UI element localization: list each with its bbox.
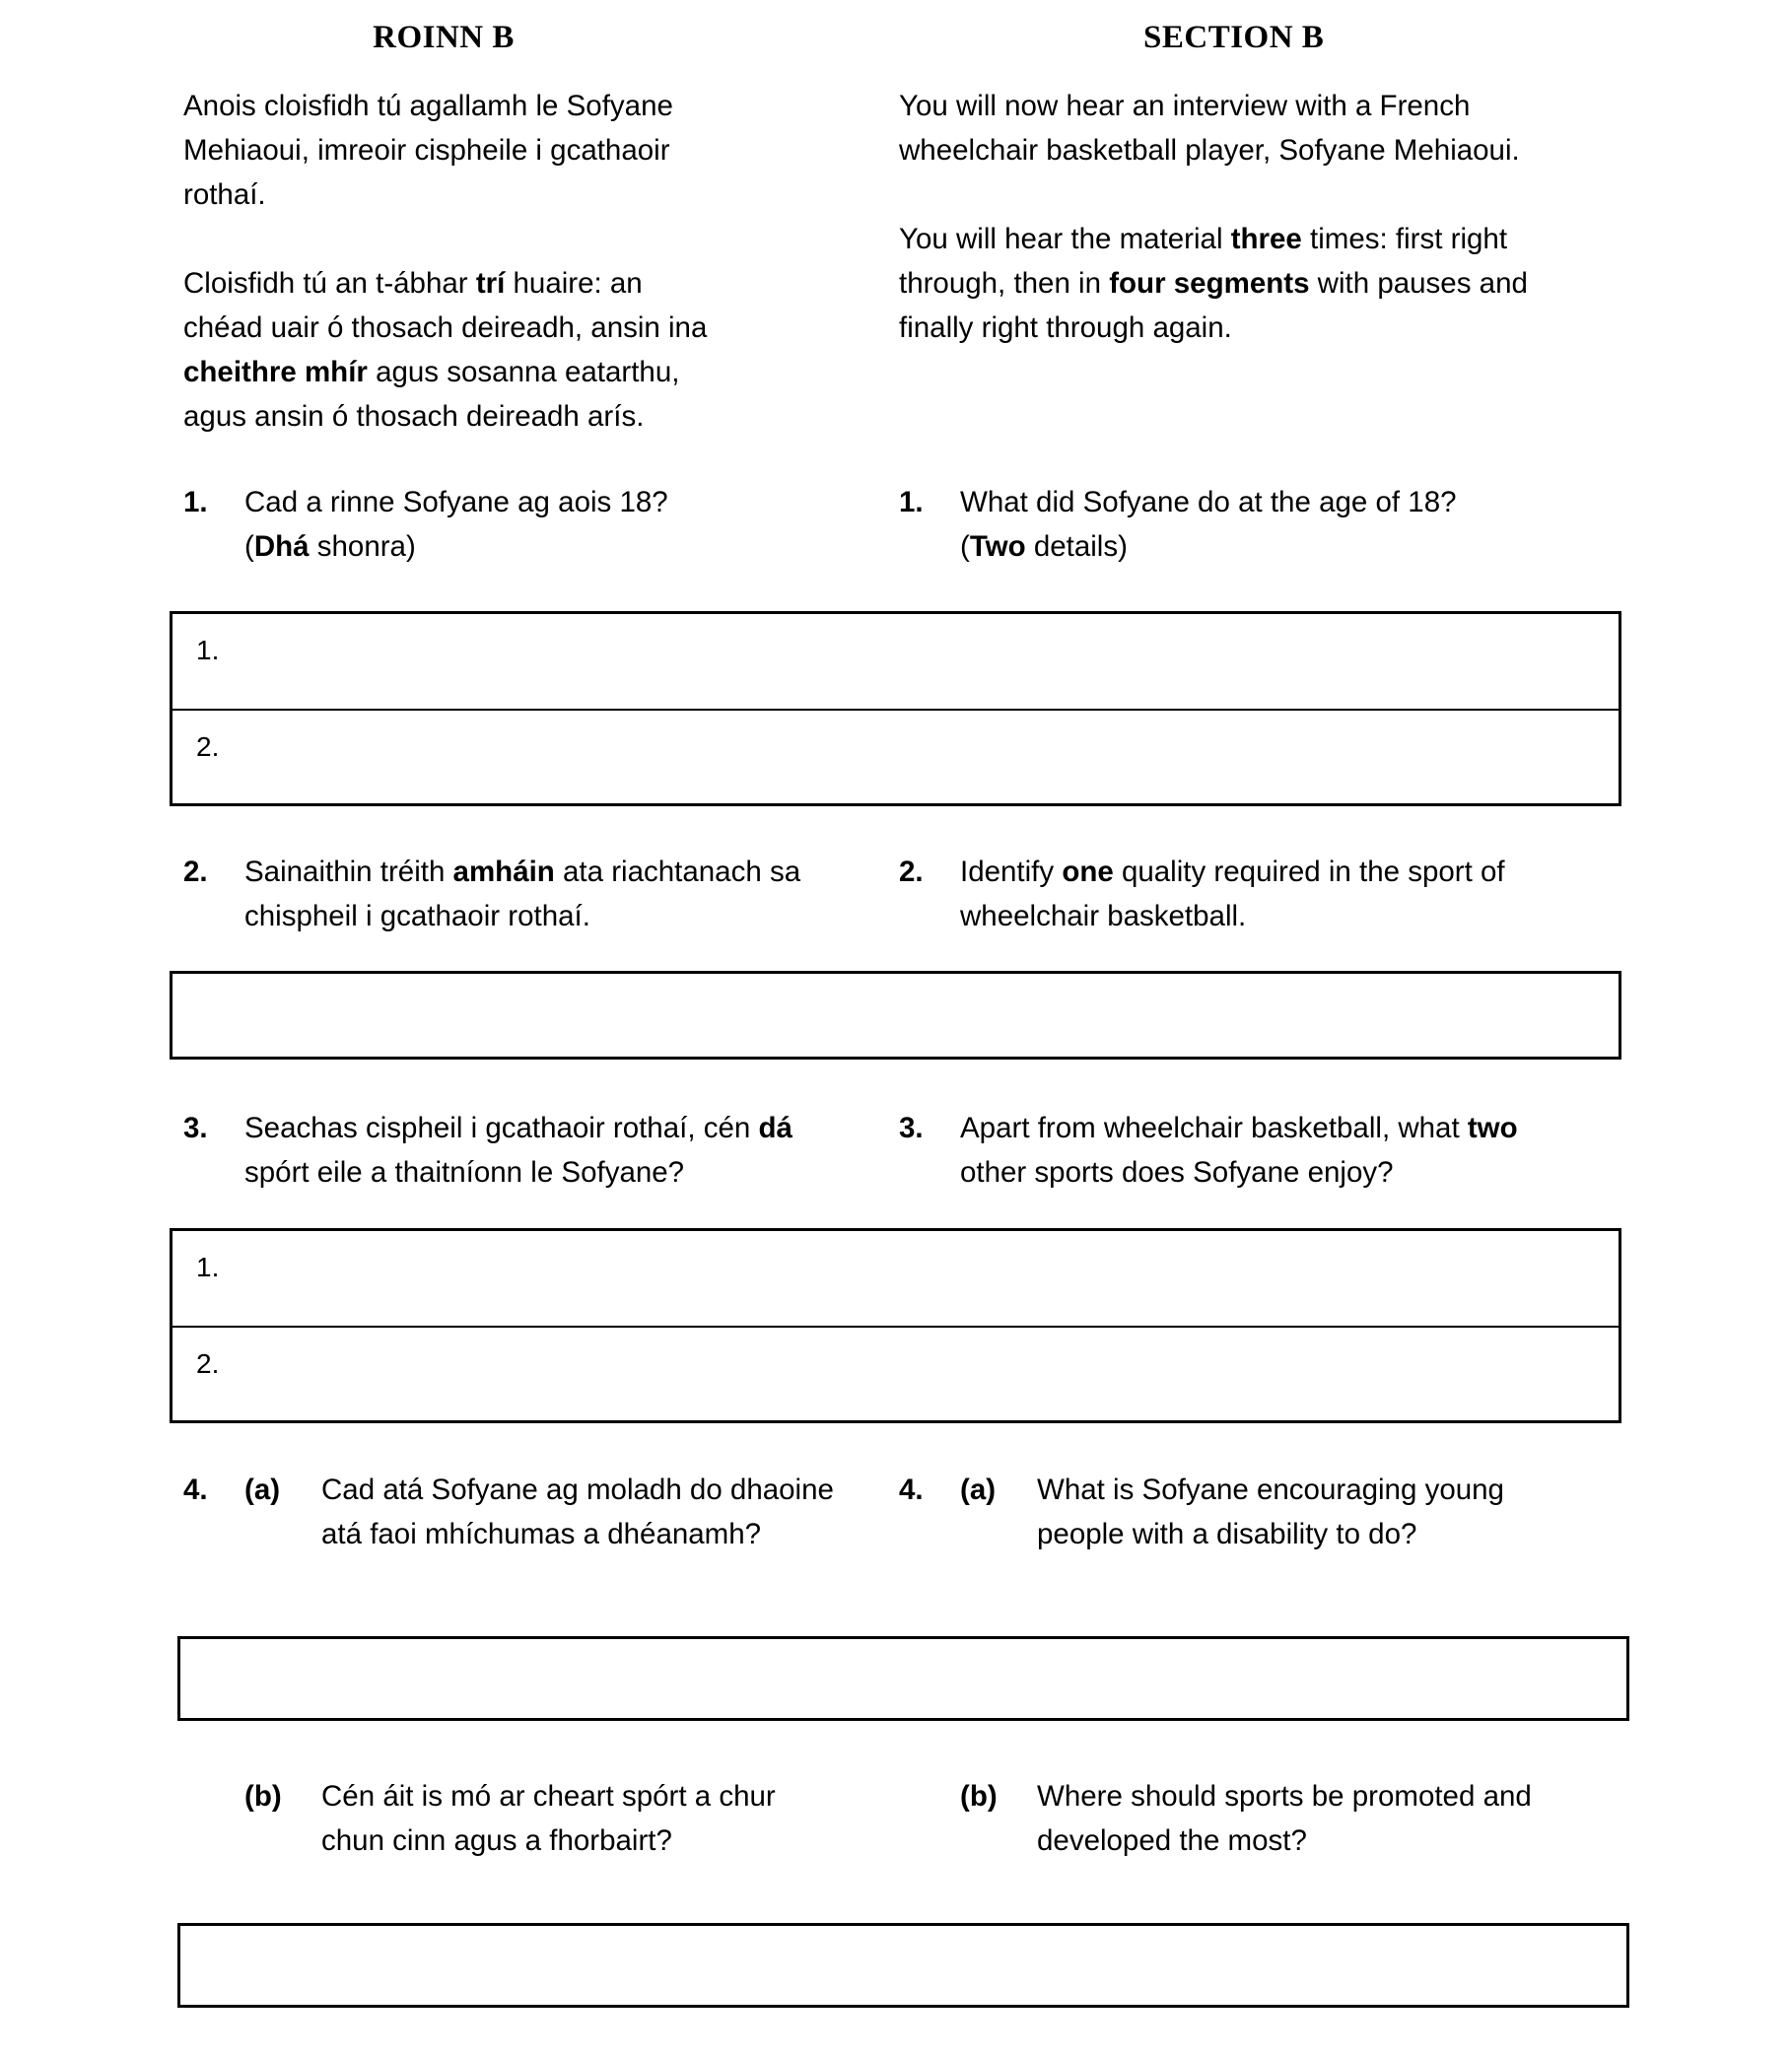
question-4a-irish: [183, 1468, 834, 1556]
question-3-number-english: 3.: [899, 1112, 924, 1144]
question-1-english: [899, 480, 1569, 569]
question-4a-label-english: (a): [960, 1474, 997, 1506]
intro-p2-irish-bold2: cheithre mhír: [183, 356, 368, 388]
intro-p2-irish-part3: agus sosanna eatarthu, agus ansin ó thosach deireadh arís.: [183, 356, 680, 433]
question-4-number-english: 4.: [899, 1474, 924, 1506]
intro-paragraph-1-english: You will now hear an interview with a French wheelchair basketball player, Sofyane Mehiaoui.: [899, 90, 1520, 167]
intro-p2-irish-bold1: trí: [475, 267, 506, 300]
q2-english-bold: one: [1062, 856, 1114, 888]
intro-paragraph-2-english: [899, 217, 1530, 350]
q3-english-part2: other sports does Sofyane enjoy?: [960, 1156, 1394, 1189]
intro-block: [0, 84, 1792, 483]
heading-section-b: SECTION B: [1143, 20, 1325, 55]
question-2-english: [899, 850, 1589, 938]
question-1-text-irish: [244, 480, 804, 569]
question-4b-text-english: Where should sports be promoted and developed the most?: [1037, 1780, 1532, 1857]
answer-box-question-4a[interactable]: [177, 1636, 1629, 1721]
intro-p2-english-part1: You will hear the material: [899, 223, 1231, 255]
intro-p2-english-bold1: three: [1230, 223, 1302, 255]
question-2-number-english: 2.: [899, 856, 924, 888]
answer-row[interactable]: [180, 1639, 1626, 1718]
answer-row[interactable]: 1.: [196, 635, 220, 665]
q1-english-bold: Two: [969, 530, 1026, 563]
answer-row[interactable]: [172, 974, 1619, 1057]
intro-p2-irish-part2: huaire: an chéad uair ó thosach deireadh, ansin ina: [183, 267, 708, 344]
question-3-number-irish: 3.: [183, 1112, 208, 1144]
answer-row[interactable]: [180, 1926, 1626, 2005]
q3-irish-part1: Seachas cispheil i gcathaoir rothaí, cén: [244, 1112, 759, 1144]
heading-roinn-b: ROINN B: [373, 20, 515, 55]
q2-irish-part1: Sainaithin tréith: [244, 856, 453, 888]
question-4b-text-irish: Cén áit is mó ar cheart spórt a chur chun cinn agus a fhorbairt?: [321, 1780, 776, 1857]
q1-irish-paren-open: (: [244, 530, 254, 563]
q1-irish-line1: Cad a rinne Sofyane ag aois 18?: [244, 486, 668, 518]
intro-column-irish: [0, 84, 720, 483]
question-4b-irish: [244, 1774, 836, 1863]
question-1-irish: [183, 480, 804, 569]
question-3-irish: [183, 1106, 854, 1195]
q2-irish-part2: ata riachtanach sa chispheil i gcathaoir rothaí.: [244, 856, 801, 932]
intro-p2-english-part3: with pauses and finally right through again.: [899, 267, 1528, 344]
intro-p2-english-part2: times: first right through, then in: [899, 223, 1508, 300]
question-1-number-english: 1.: [899, 486, 924, 518]
question-2-irish: [183, 850, 854, 938]
intro-p2-english-bold2: four segments: [1109, 267, 1310, 300]
question-3-text-irish: [244, 1106, 854, 1195]
q2-english-part1: Identify: [960, 856, 1063, 888]
question-4a-text-irish: Cad atá Sofyane ag moladh do dhaoine atá faoi mhíchumas a dhéanamh?: [321, 1474, 834, 1550]
question-2-number-irish: 2.: [183, 856, 208, 888]
question-1-text-english: [960, 480, 1569, 569]
question-4a-text-english: What is Sofyane encouraging young people with a disability to do?: [1037, 1474, 1504, 1550]
answer-row[interactable]: 1.: [196, 1252, 220, 1282]
answer-box-question-3[interactable]: [170, 1228, 1621, 1423]
question-4b-label-irish: (b): [244, 1780, 282, 1813]
question-2-text-english: [960, 850, 1589, 938]
q3-english-bold: two: [1467, 1112, 1518, 1144]
q3-irish-bold: dá: [758, 1112, 793, 1144]
question-2-text-irish: [244, 850, 854, 938]
q1-irish-detail: shonra): [309, 530, 416, 563]
q2-irish-bold: amháin: [452, 856, 555, 888]
question-3-text-english: [960, 1106, 1589, 1195]
q3-english-part1: Apart from wheelchair basketball, what: [960, 1112, 1468, 1144]
intro-paragraph-1-irish: Anois cloisfidh tú agallamh le Sofyane Mehiaoui, imreoir cispheile i gcathaoir rothaí.: [183, 90, 673, 211]
question-3-english: [899, 1106, 1589, 1195]
q1-english-paren-open: (: [960, 530, 970, 563]
answer-box-question-1[interactable]: [170, 611, 1621, 806]
intro-column-english: [720, 84, 1792, 483]
answer-row[interactable]: 2.: [172, 709, 1619, 803]
question-4b-label-english: (b): [960, 1780, 998, 1813]
question-1-number-irish: 1.: [183, 486, 208, 518]
q1-irish-bold: Dhá: [253, 530, 310, 563]
question-4a-english: [899, 1468, 1589, 1556]
answer-box-question-4b[interactable]: [177, 1923, 1629, 2008]
answer-row[interactable]: 2.: [172, 1326, 1619, 1420]
q3-irish-part2: spórt eile a thaitníonn le Sofyane?: [244, 1156, 685, 1189]
question-4a-label-irish: (a): [244, 1474, 281, 1506]
question-4-number-irish: 4.: [183, 1474, 208, 1506]
question-4b-english: [960, 1774, 1591, 1863]
q1-english-detail: details): [1025, 530, 1128, 563]
intro-paragraph-2-irish: [183, 261, 720, 439]
answer-box-question-2[interactable]: [170, 971, 1621, 1060]
q1-english-line1: What did Sofyane do at the age of 18?: [960, 486, 1457, 518]
intro-p2-irish-part1: Cloisfidh tú an t-ábhar: [183, 267, 476, 300]
section-headings: [0, 0, 1792, 56]
q2-english-part2: quality required in the sport of wheelchair basketball.: [960, 856, 1505, 932]
